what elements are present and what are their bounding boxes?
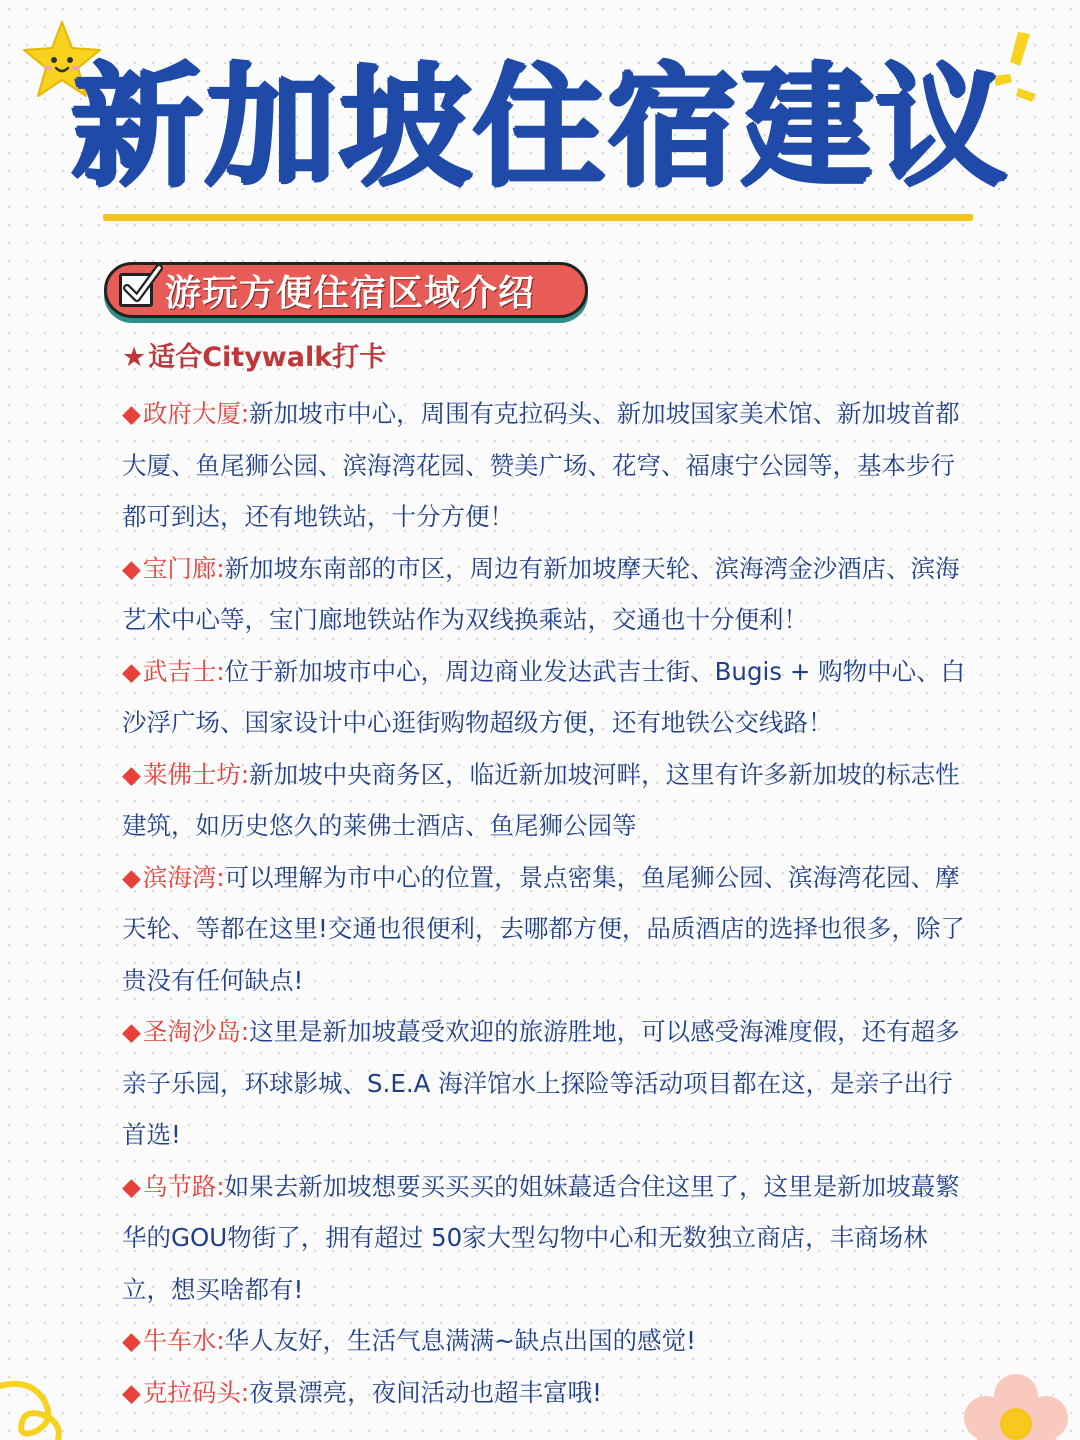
bullet-diamond-icon: ◆ [122,1171,141,1201]
checkbox-icon [119,273,153,307]
list-item [122,852,967,1007]
area-name: 政府大厦: [142,399,250,428]
subtitle [122,336,386,380]
area-description: 新加坡中央商务区，临近新加坡河畔，这里有许多新加坡的标志性建筑，如历史悠久的莱佛士酒店、鱼尾狮公园等 [122,759,960,840]
bullet-diamond-icon: ◆ [122,1377,141,1407]
list-item [122,749,967,852]
area-description: 新加坡东南部的市区，周边有新加坡摩天轮、滨海湾金沙酒店、滨海艺术中心等，宝门廊地铁站作为双线换乘站，交通也十分便利！ [122,553,960,634]
section-header-pill [104,262,588,318]
area-description: 位于新加坡市中心，周边商业发达武吉士街、Bugis + 购物中心、白沙浮广场、国家设计中心逛街购物超级方便，还有地铁公交线路！ [122,656,966,737]
area-name: 乌节路: [142,1171,225,1201]
bullet-diamond-icon: ◆ [122,759,141,789]
flower-icon [950,1370,1080,1440]
list-item [122,1315,967,1367]
area-description: 这里是新加坡蕞受欢迎的旅游胜地，可以感受海滩度假，还有超多亲子乐园，环球影城、S.E.A 海洋馆水上探险等活动项目都在这，是亲子出行首选! [122,1017,960,1149]
bullet-diamond-icon: ◆ [122,1326,141,1355]
area-name: 牛车水: [142,1326,225,1355]
section-header-label: 游玩方便住宿区域介绍 [165,272,536,314]
area-description: 如果去新加坡想要买买买的姐妹蕞适合住这里了，这里是新加坡蕞繁华的GOU物街了，拥有超过 50家大型勾物中心和无数独立商店，丰商场林立，想买啥都有! [122,1171,960,1304]
area-description: 新加坡市中心，周围有克拉码头、新加坡国家美术馆、新加坡首都大厦、鱼尾狮公园、滨海湾花园、赞美广场、花穹、福康宁公园等，基本步行都可到达，还有地铁站，十分方便！ [122,399,960,531]
bullet-diamond-icon: ◆ [122,1017,141,1046]
list-item [122,646,967,749]
title-underline [103,214,973,221]
subtitle-text: 适合Citywalk打卡 [148,342,387,373]
swirl-icon [0,1372,70,1440]
list-item [122,388,967,543]
area-description: 华人友好，生活气息满满~缺点出国的感觉! [224,1326,696,1355]
list-item [122,1161,967,1316]
bullet-diamond-icon: ◆ [122,862,141,892]
area-name: 克拉码头: [142,1377,250,1407]
bullet-diamond-icon: ◆ [122,656,141,686]
list-item [122,1006,967,1161]
bullet-diamond-icon: ◆ [122,553,141,583]
area-list [122,388,967,1418]
page-title: 新加坡住宿建议 [71,51,1009,205]
area-name: 武吉士: [142,656,225,686]
area-name: 滨海湾: [142,862,225,892]
area-description: 可以理解为市中心的位置，景点密集，鱼尾狮公园、滨海湾花园、摩天轮、等都在这里!交通也很便利，去哪都方便，品质酒店的选择也很多，除了贵没有任何缺点! [122,862,965,995]
star-icon: ★ [122,342,147,373]
bullet-diamond-icon: ◆ [122,399,141,428]
list-item [122,1367,967,1419]
area-name: 莱佛士坊: [142,759,250,789]
area-name: 圣淘沙岛: [142,1017,250,1046]
area-description: 夜景漂亮，夜间活动也超丰富哦! [249,1377,602,1407]
list-item [122,543,967,646]
area-name: 宝门廊: [142,553,225,583]
